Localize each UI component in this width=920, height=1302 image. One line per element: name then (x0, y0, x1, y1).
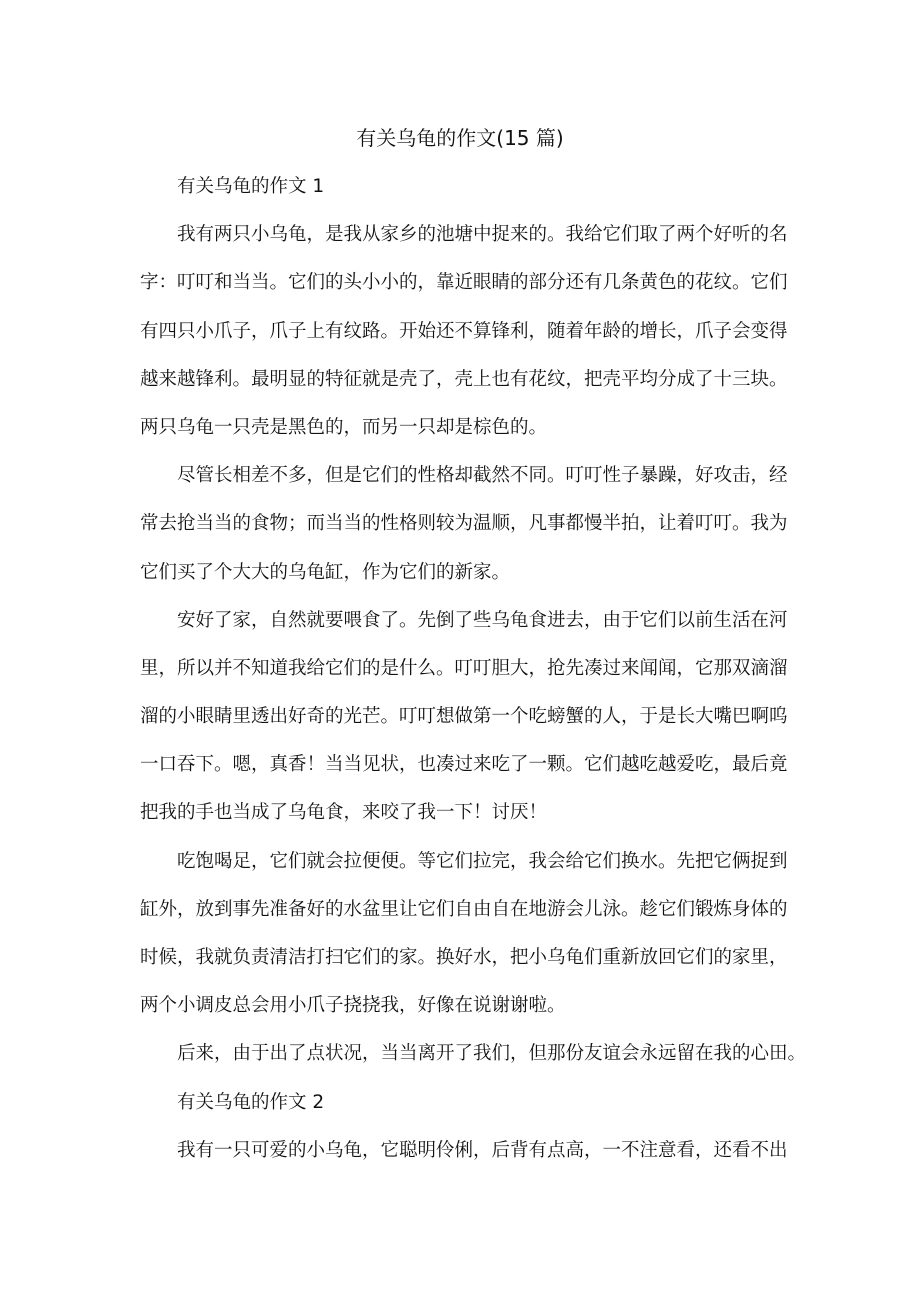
paragraph-line: 缸外，放到事先准备好的水盆里让它们自由自在地游会儿泳。趁它们锻炼身体的 (140, 898, 788, 920)
paragraph-line: 溜的小眼睛里透出好奇的光芒。叮叮想做第一个吃螃蟹的人，于是长大嘴巴啊呜 (140, 706, 788, 728)
paragraph-line: 吃饱喝足，它们就会拉便便。等它们拉完，我会给它们换水。先把它俩捉到 (177, 850, 788, 872)
paragraph-line: 时候，我就负责清洁打扫它们的家。换好水，把小乌龟们重新放回它们的家里， (140, 947, 788, 968)
paragraph-line: 里，所以并不知道我给它们的是什么。叮叮胆大，抢先凑过来闻闻，它那双滴溜 (140, 657, 788, 679)
paragraph-line: 它们买了个大大的乌龟缸，作为它们的新家。 (140, 561, 511, 583)
paragraph-line: 常去抢当当的食物；而当当的性格则较为温顺，凡事都慢半拍，让着叮叮。我为 (140, 513, 788, 535)
paragraph-line: 安好了家，自然就要喂食了。先倒了些乌龟食进去，由于它们以前生活在河 (177, 609, 788, 631)
section-heading: 有关乌龟的作文 1 (177, 176, 325, 197)
paragraph-line: 有四只小爪子，爪子上有纹路。开始还不算锋利，随着年龄的增长，爪子会变得 (140, 320, 788, 342)
paragraph-line: 两只乌龟一只壳是黑色的，而另一只却是棕色的。 (140, 416, 548, 438)
section-heading: 有关乌龟的作文 2 (177, 1091, 325, 1113)
paragraph-line: 我有一只可爱的小乌龟，它聪明伶俐，后背有点高，一不注意看，还看不出 (177, 1139, 788, 1161)
paragraph-line: 后来，由于出了点状况，当当离开了我们，但那份友谊会永远留在我的心田。 (177, 1043, 807, 1065)
paragraph-line: 把我的手也当成了乌龟食，来咬了我一下！讨厌！ (140, 802, 548, 824)
document-title: 有关乌龟的作文(15 篇) (356, 126, 564, 150)
paragraph-line: 一口吞下。嗯，真香！当当见状，也凑过来吃了一颗。它们越吃越爱吃，最后竟 (140, 754, 788, 776)
paragraph-line: 尽管长相差不多，但是它们的性格却截然不同。叮叮性子暴躁，好攻击，经 (177, 465, 788, 487)
paragraph-line: 字：叮叮和当当。它们的头小小的，靠近眼睛的部分还有几条黄色的花纹。它们 (140, 272, 788, 294)
paragraph-line: 我有两只小乌龟，是我从家乡的池塘中捉来的。我给它们取了两个好听的名 (177, 224, 788, 246)
paragraph-line: 两个小调皮总会用小爪子挠挠我，好像在说谢谢啦。 (140, 995, 566, 1017)
paragraph-line: 越来越锋利。最明显的特征就是壳了，壳上也有花纹，把壳平均分成了十三块。 (140, 368, 788, 390)
document-body (140, 170, 807, 1182)
